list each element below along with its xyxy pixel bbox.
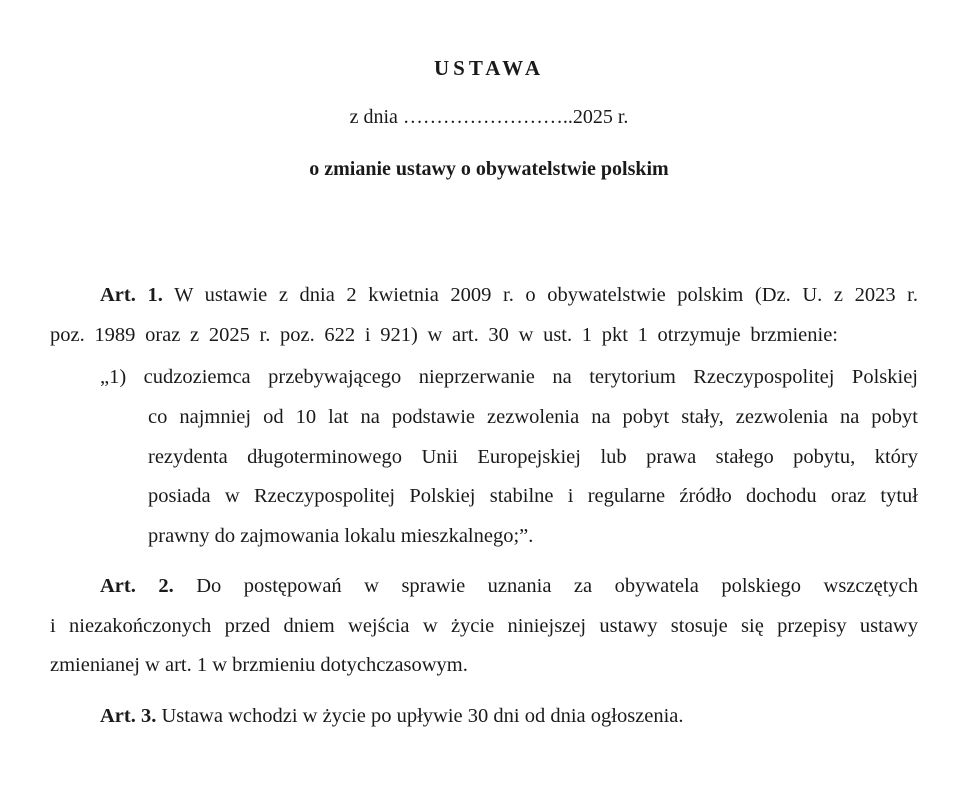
article-2-line-1	[100, 575, 918, 598]
document-subject: o zmianie ustawy o obywatelstwie polskim	[309, 158, 669, 180]
article-1-quote-line-1: „1) cudzoziemca przebywającego nieprzerwanie na terytorium Rzeczypospolitej Polskiej	[100, 366, 918, 388]
article-1-label: Art. 1.	[100, 284, 163, 306]
article-3-line-1	[100, 705, 684, 728]
article-1-quote-line-3: rezydenta długoterminowego Unii Europejskiej lub prawa stałego pobytu, który	[148, 446, 918, 468]
article-2-line-3: zmienianej w art. 1 w brzmieniu dotychczasowym.	[50, 654, 468, 676]
article-1-quote-line-5: prawny do zajmowania lokalu mieszkalnego;”.	[148, 525, 534, 547]
article-2-line-2: i niezakończonych przed dniem wejścia w życie niniejszej ustawy stosuje się przepisy ustawy	[50, 615, 918, 637]
article-3-text-1: Ustawa wchodzi w życie po upływie 30 dni od dnia ogłoszenia.	[161, 705, 684, 727]
article-2-label: Art. 2.	[100, 575, 174, 597]
article-1-line-1	[100, 284, 918, 307]
article-1-text-1: W ustawie z dnia 2 kwietnia 2009 r. o obywatelstwie polskim (Dz. U. z 2023 r.	[174, 284, 918, 306]
article-1-quote-line-2: co najmniej od 10 lat na podstawie zezwolenia na pobyt stały, zezwolenia na pobyt	[148, 406, 918, 428]
document-date-line: z dnia ……………………..2025 r.	[349, 106, 629, 128]
article-3-label: Art. 3.	[100, 705, 157, 727]
document-title: USTAWA	[434, 56, 544, 80]
article-1-quote-line-4: posiada w Rzeczypospolitej Polskiej stabilne i regularne źródło dochodu oraz tytuł	[148, 485, 918, 507]
article-2-text-1: Do postępowań w sprawie uznania za obywatela polskiego wszczętych	[196, 575, 918, 597]
article-1-line-2: poz. 1989 oraz z 2025 r. poz. 622 i 921) w art. 30 w ust. 1 pkt 1 otrzymuje brzmienie:	[50, 324, 838, 346]
